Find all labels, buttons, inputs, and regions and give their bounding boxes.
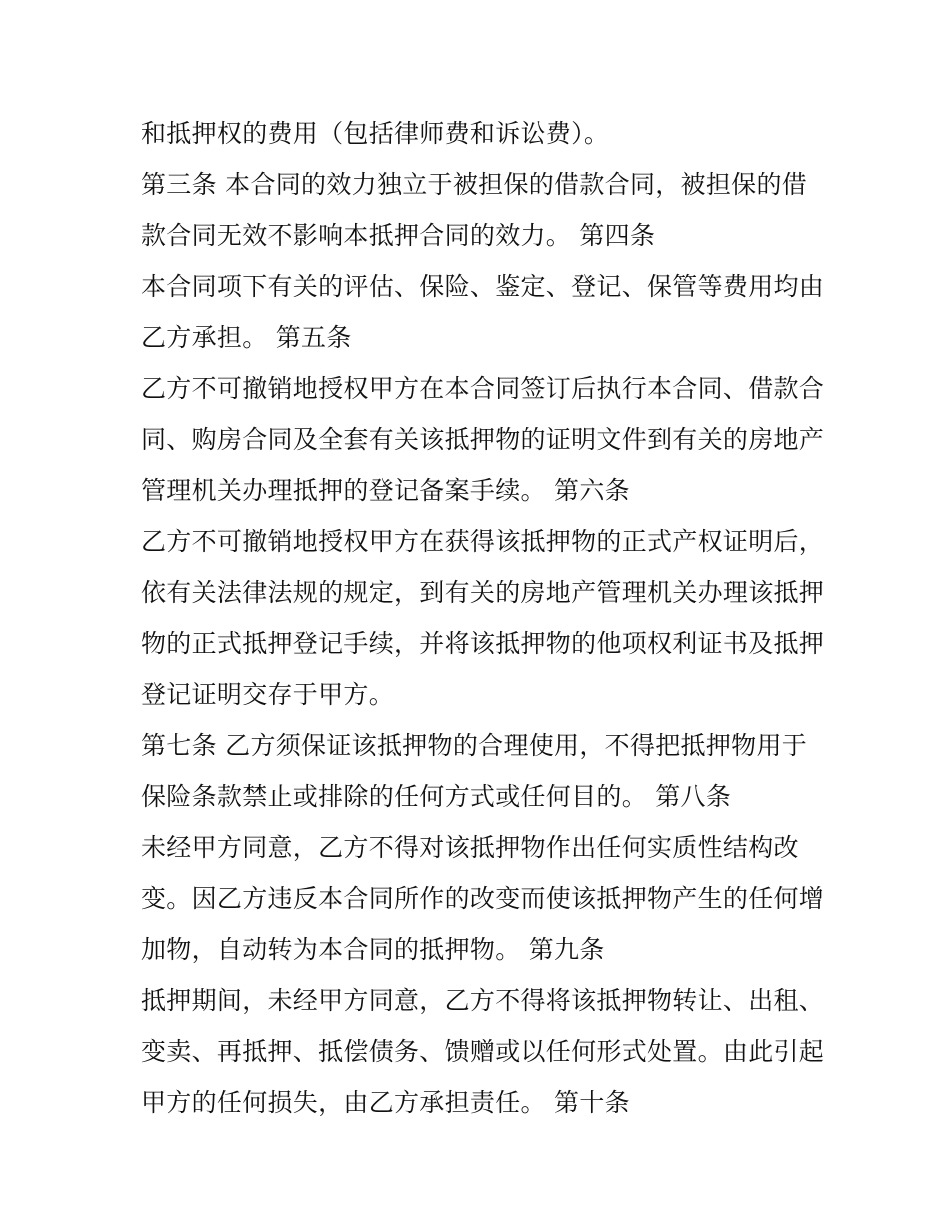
text-line: 本合同项下有关的评估、保险、鉴定、登记、保管等费用均由 — [141, 272, 825, 301]
text-line: 乙方不可撤销地授权甲方在获得该抵押物的正式产权证明后， — [141, 527, 825, 556]
contract-text-body — [141, 108, 831, 1128]
text-line: 登记证明交存于甲方。 — [141, 680, 395, 709]
text-line: 抵押期间，未经甲方同意，乙方不得将该抵押物转让、出租、 — [141, 986, 825, 1015]
text-line: 款合同无效不影响本抵押合同的效力。 第四条 — [141, 221, 656, 250]
text-line: 乙方不可撤销地授权甲方在本合同签订后执行本合同、借款合 — [141, 374, 825, 403]
text-line: 未经甲方同意，乙方不得对该抵押物作出任何实质性结构改 — [141, 833, 799, 862]
text-line: 和抵押权的费用（包括律师费和诉讼费）。 — [141, 119, 610, 148]
text-line: 物的正式抵押登记手续，并将该抵押物的他项权利证书及抵押 — [141, 629, 825, 658]
text-line: 变卖、再抵押、抵偿债务、馈赠或以任何形式处置。由此引起 — [141, 1037, 825, 1066]
text-line: 第七条 乙方须保证该抵押物的合理使用，不得把抵押物用于 — [141, 731, 808, 760]
text-line: 第三条 本合同的效力独立于被担保的借款合同，被担保的借 — [141, 170, 808, 199]
text-line: 保险条款禁止或排除的任何方式或任何目的。 第八条 — [141, 782, 732, 811]
text-line: 变。因乙方违反本合同所作的改变而使该抵押物产生的任何增 — [141, 884, 825, 913]
text-line: 甲方的任何损失，由乙方承担责任。 第十条 — [141, 1088, 630, 1117]
text-line: 依有关法律法规的规定，到有关的房地产管理机关办理该抵押 — [141, 578, 825, 607]
text-line: 同、购房合同及全套有关该抵押物的证明文件到有关的房地产 — [141, 425, 825, 454]
text-line: 加物，自动转为本合同的抵押物。 第九条 — [141, 935, 605, 964]
text-line: 管理机关办理抵押的登记备案手续。 第六条 — [141, 476, 630, 505]
text-line: 乙方承担。 第五条 — [141, 323, 352, 352]
